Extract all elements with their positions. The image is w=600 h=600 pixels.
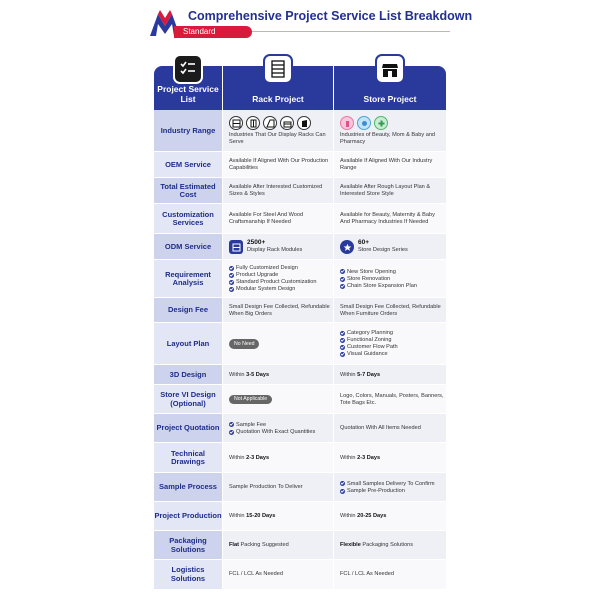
- duration-value: 5-7 Days: [357, 371, 381, 378]
- list-item: New Store Opening: [340, 269, 446, 276]
- store-cell: [334, 414, 446, 443]
- duration-value: 15-20 Days: [246, 513, 276, 520]
- table-row-odm: [154, 234, 446, 260]
- rack-cell: [223, 414, 333, 443]
- duration-value: 2-3 Days: [246, 454, 270, 461]
- page-title: Comprehensive Project Service List Breakdown: [188, 9, 473, 23]
- list-item: Sample Pre-Production: [340, 488, 446, 495]
- rack-cell: Within 2-3 Days: [223, 443, 333, 473]
- store-layout-list: [340, 329, 446, 358]
- cell-text: Available After Rough Layout Plan & Interested Store Style: [340, 184, 431, 197]
- table-body: [154, 110, 446, 589]
- cell-text: FCL / LCL As Needed: [229, 571, 283, 578]
- store-cell: Within 5-7 Days: [334, 365, 446, 385]
- row-label: Logistics Solutions: [154, 560, 222, 589]
- duration-value: 20-25 Days: [357, 513, 387, 520]
- row-label: Total Estimated Cost: [154, 178, 222, 204]
- table-row-customization: [154, 204, 446, 234]
- rack-cell: [223, 204, 333, 234]
- duration-value: 3-5 Days: [246, 371, 270, 378]
- shelf-icon: [229, 116, 243, 130]
- store-cell: [334, 560, 446, 589]
- row-label: OEM Service: [154, 152, 222, 178]
- cell-text: Available for Beauty, Maternity & Baby And Pharmacy Industries If Needed: [340, 212, 435, 225]
- store-cell: [334, 323, 446, 365]
- rack-cell: [223, 178, 333, 204]
- cell-text: Small Design Fee Collected, Refundable When Big Orders: [229, 303, 330, 317]
- display-stand-icon: [297, 116, 311, 130]
- store-industry-icons: [340, 116, 446, 130]
- list-item: Category Planning: [340, 330, 446, 337]
- rack-cell: [223, 385, 333, 414]
- list-item: Chain Store Expansion Plan: [340, 283, 446, 290]
- rack-odm-count: 2500+: [247, 239, 266, 247]
- list-item: Standard Product Customization: [229, 279, 333, 286]
- cell-text: Small Design Fee Collected, Refundable When Furniture Orders: [340, 303, 441, 317]
- rack-cell: [223, 560, 333, 589]
- rack-cell: [223, 323, 333, 365]
- store-cell: [334, 178, 446, 204]
- duration-value: 2-3 Days: [357, 454, 381, 461]
- counter-icon: [280, 116, 294, 130]
- store-cell: [334, 260, 446, 298]
- gondola-icon: [263, 116, 277, 130]
- rack-cell: [223, 110, 333, 152]
- row-label: ODM Service: [154, 234, 222, 260]
- rack-cell: [223, 152, 333, 178]
- list-item: Product Upgrade: [229, 272, 333, 279]
- rack-cell: [223, 298, 333, 323]
- rack-cell: [223, 260, 333, 298]
- row-label: Customization Services: [154, 204, 222, 234]
- cell-text: Logo, Colors, Manuals, Posters, Banners, Tote Bags Etc.: [340, 392, 444, 406]
- row-label: Layout Plan: [154, 323, 222, 365]
- cell-text: Available If Aligned With Our Production Capabilities: [229, 158, 329, 171]
- store-odm-count: 60+: [358, 239, 370, 247]
- table-row-quotation: [154, 414, 446, 443]
- row-label: Technical Drawings: [154, 443, 222, 473]
- store-industry-text: Industries of Beauty, Mom & Baby and Pharmacy: [340, 132, 436, 145]
- standard-badge: Standard: [174, 26, 252, 38]
- list-item: Small Samples Delivery To Confirm: [340, 481, 446, 488]
- store-requirement-list: [340, 268, 446, 290]
- list-item: Sample Fee: [229, 422, 333, 429]
- store-cell: [334, 473, 446, 502]
- column-header-label: Store Project: [363, 94, 417, 104]
- column-header-label: Project Service List: [157, 84, 219, 104]
- cell-text: Available For Steel And Wood Craftsmanship If Needed: [229, 212, 304, 225]
- column-header-label: Rack Project: [252, 94, 304, 104]
- table-row-packaging: [154, 531, 446, 560]
- store-cell: [334, 204, 446, 234]
- modules-icon: [229, 240, 243, 254]
- column-header-store-project: [334, 66, 446, 110]
- cell-text: Available If Aligned With Our Industry Range: [340, 158, 433, 171]
- not-applicable-pill: Not Applicable: [229, 395, 272, 405]
- cell-text: Quotation With All Items Needed: [340, 425, 421, 432]
- store-cell: [334, 110, 446, 152]
- rack-requirement-list: [229, 264, 333, 293]
- row-label: Packaging Solutions: [154, 531, 222, 560]
- rack-icon: [263, 54, 293, 84]
- row-label: Store VI Design (Optional): [154, 385, 222, 414]
- table-row-total-cost: [154, 178, 446, 204]
- list-item: Quotation With Exact Quantities: [229, 429, 333, 436]
- rack-industry-text: Industries That Our Display Racks Can Serve: [229, 132, 326, 145]
- beauty-icon: [340, 116, 354, 130]
- store-odm-desc: Store Design Series: [358, 247, 408, 253]
- store-cell: [334, 152, 446, 178]
- no-need-pill: No Need: [229, 339, 259, 349]
- rack-cell: [223, 234, 333, 260]
- store-sample-list: [340, 480, 446, 495]
- rack-odm-desc: Display Rack Modules: [247, 247, 303, 253]
- rack-cell: Within 15-20 Days: [223, 502, 333, 531]
- list-item: Visual Guidance: [340, 351, 446, 358]
- list-item: Fully Customized Design: [229, 265, 333, 272]
- row-label: Project Production: [154, 502, 222, 531]
- cell-text: Available After Interested Customized Sizes & Styles: [229, 184, 323, 197]
- store-cell: Flexible Packaging Solutions: [334, 531, 446, 560]
- table-row-store-vi: [154, 385, 446, 414]
- table-row-technical: [154, 443, 446, 473]
- list-item: Functional Zoning: [340, 337, 446, 344]
- rack-industry-icons: [229, 116, 333, 130]
- row-label: Sample Process: [154, 473, 222, 502]
- list-item: Customer Flow Path: [340, 344, 446, 351]
- row-label: 3D Design: [154, 365, 222, 385]
- list-item: Store Renovation: [340, 276, 446, 283]
- column-header-service-list: [154, 66, 222, 110]
- table-row-oem: [154, 152, 446, 178]
- bottle-rack-icon: [246, 116, 260, 130]
- table-row-requirement: [154, 260, 446, 298]
- table-row-logistics: [154, 560, 446, 589]
- table-row-design-fee: [154, 298, 446, 323]
- table-row-industry-range: [154, 110, 446, 152]
- store-cell: Within 2-3 Days: [334, 443, 446, 473]
- table-row-layout-plan: [154, 323, 446, 365]
- store-icon: [375, 54, 405, 84]
- star-icon: [340, 240, 354, 254]
- checklist-icon: [173, 54, 203, 84]
- row-label: Industry Range: [154, 110, 222, 152]
- row-label: Project Quotation: [154, 414, 222, 443]
- table-row-production: [154, 502, 446, 531]
- column-header-rack-project: [223, 66, 333, 110]
- store-cell: [334, 298, 446, 323]
- cell-text: FCL / LCL As Needed: [340, 571, 394, 578]
- table-row-3d-design: [154, 365, 446, 385]
- store-cell: [334, 385, 446, 414]
- store-cell: Within 20-25 Days: [334, 502, 446, 531]
- rack-cell: Flat Packing Suggested: [223, 531, 333, 560]
- rack-cell: [223, 473, 333, 502]
- header: [150, 6, 473, 40]
- rack-quotation-list: [229, 421, 333, 436]
- pharmacy-icon: [374, 116, 388, 130]
- cell-text: Sample Production To Deliver: [229, 484, 303, 491]
- title-underline: [252, 31, 450, 32]
- store-cell: [334, 234, 446, 260]
- list-item: Modular System Design: [229, 286, 333, 293]
- row-label: Requirement Analysis: [154, 260, 222, 298]
- row-label: Design Fee: [154, 298, 222, 323]
- table-row-sample: [154, 473, 446, 502]
- rack-cell: Within 3-5 Days: [223, 365, 333, 385]
- baby-icon: [357, 116, 371, 130]
